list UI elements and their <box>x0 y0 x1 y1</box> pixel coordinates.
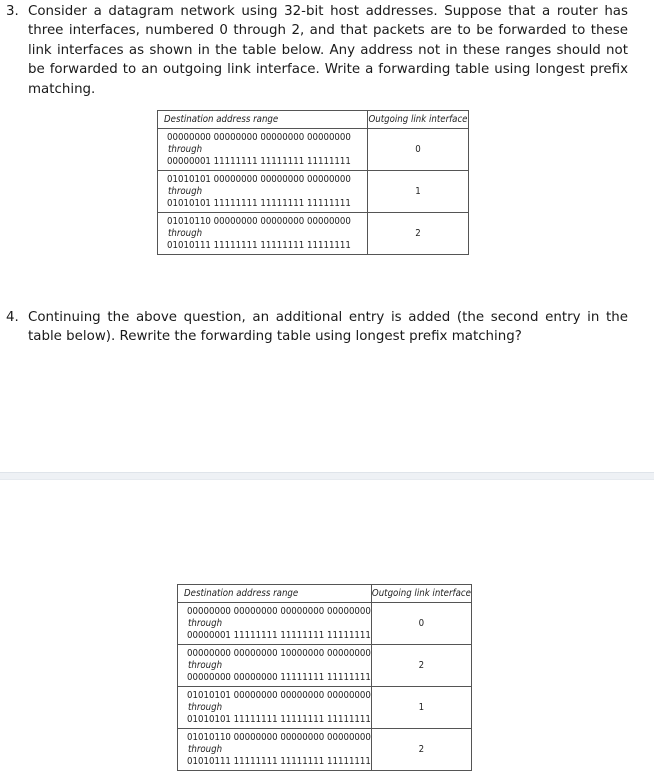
interface-cell: 2 <box>368 213 469 255</box>
range-through: through <box>168 228 203 239</box>
question-4-number: 4. <box>6 310 19 325</box>
table-row <box>178 603 472 645</box>
interface-cell: 1 <box>371 687 471 729</box>
table-row <box>178 645 472 687</box>
address-range-cell <box>178 645 372 687</box>
question-4-text: Continuing the above question, an additional entry is added (the second entry in the table below). Rewrite the forwarding table using longest prefix matching? <box>28 310 628 345</box>
column-header-interface: Outgoing link interface <box>368 111 469 129</box>
column-header-range: Destination address range <box>178 585 372 603</box>
forwarding-table-1 <box>157 110 469 255</box>
range-through: through <box>188 618 223 629</box>
table-header-row <box>178 585 472 603</box>
address-range-cell <box>178 687 372 729</box>
question-3-number: 3. <box>6 4 19 19</box>
column-header-range: Destination address range <box>158 111 368 129</box>
range-end: 01010101 11111111 11111111 11111111 <box>167 198 351 209</box>
question-3-text: Consider a datagram network using 32-bit host addresses. Suppose that a router has three interfaces, numbered 0 through 2, and that packets are to be forwarded to these link interfaces as shown in the table below. Any address not in these ranges should not be forwarded to an outgoing link interface. Write a forwarding table using longest prefix matching. <box>28 4 628 97</box>
table-row <box>158 213 469 255</box>
range-end: 00000001 11111111 11111111 11111111 <box>187 630 371 641</box>
interface-cell: 0 <box>371 603 471 645</box>
interface-cell: 2 <box>371 645 471 687</box>
range-end: 01010111 11111111 11111111 11111111 <box>187 756 371 767</box>
question-4 <box>6 308 628 352</box>
address-range-cell <box>158 171 368 213</box>
range-through: through <box>188 702 223 713</box>
range-start: 01010101 00000000 00000000 00000000 <box>167 174 351 185</box>
range-end: 00000001 11111111 11111111 11111111 <box>167 156 351 167</box>
range-through: through <box>168 186 203 197</box>
interface-cell: 0 <box>368 129 469 171</box>
forwarding-table-2 <box>177 584 472 771</box>
range-start: 01010110 00000000 00000000 00000000 <box>167 216 351 227</box>
range-start: 00000000 00000000 00000000 00000000 <box>167 132 351 143</box>
page-divider <box>0 472 654 480</box>
range-through: through <box>188 744 223 755</box>
address-range-cell <box>158 129 368 171</box>
range-start: 00000000 00000000 10000000 00000000 <box>187 648 371 659</box>
address-range-cell <box>178 603 372 645</box>
table-row <box>158 129 469 171</box>
table-row <box>178 729 472 771</box>
range-end: 00000000 00000000 11111111 11111111 <box>187 672 371 683</box>
range-start: 00000000 00000000 00000000 00000000 <box>187 606 371 617</box>
interface-cell: 2 <box>371 729 471 771</box>
table-header-row <box>158 111 469 129</box>
column-header-interface: Outgoing link interface <box>371 585 471 603</box>
range-through: through <box>188 660 223 671</box>
range-through: through <box>168 144 203 155</box>
interface-cell: 1 <box>368 171 469 213</box>
range-end: 01010111 11111111 11111111 11111111 <box>167 240 351 251</box>
table-row <box>158 171 469 213</box>
range-start: 01010110 00000000 00000000 00000000 <box>187 732 371 743</box>
address-range-cell <box>178 729 372 771</box>
range-start: 01010101 00000000 00000000 00000000 <box>187 690 371 701</box>
question-3 <box>6 2 628 102</box>
address-range-cell <box>158 213 368 255</box>
range-end: 01010101 11111111 11111111 11111111 <box>187 714 371 725</box>
table-row <box>178 687 472 729</box>
